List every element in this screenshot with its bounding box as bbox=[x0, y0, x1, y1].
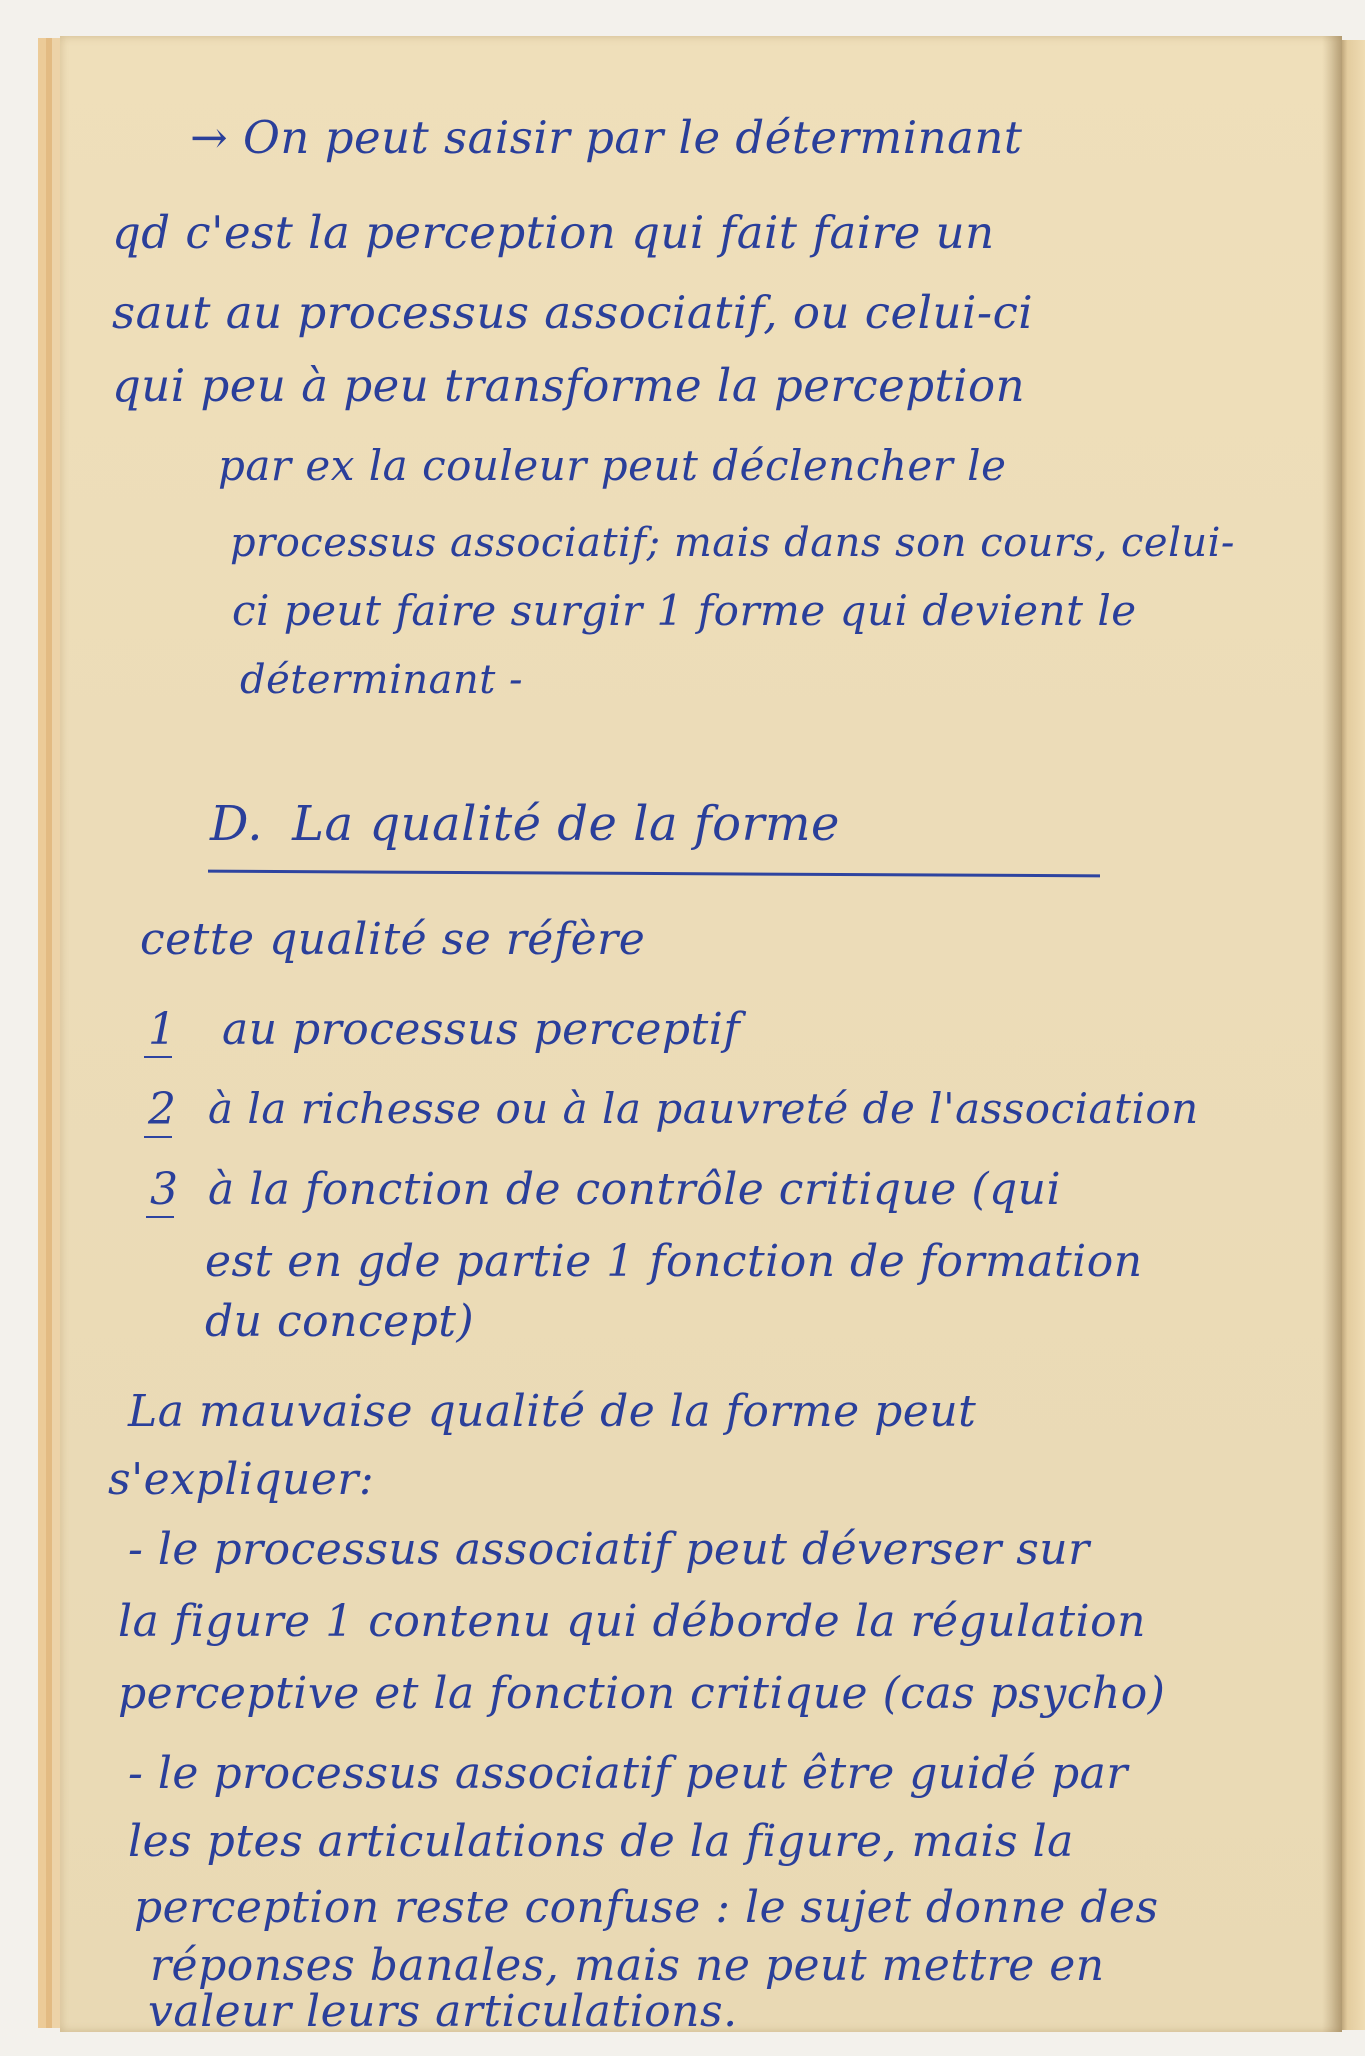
next-page-edge bbox=[1340, 40, 1365, 2030]
heading-title: La qualité de la forme bbox=[292, 796, 840, 852]
handwritten-line: qui peu à peu transforme la perception bbox=[112, 359, 1026, 412]
list-item-text: à la richesse ou à la pauvreté de l'association bbox=[208, 1084, 1199, 1133]
list-item-text: à la fonction de contrôle critique (qui bbox=[208, 1164, 1062, 1215]
number-underline bbox=[144, 1136, 172, 1138]
handwritten-line: La mauvaise qualité de la forme peut bbox=[128, 1386, 977, 1437]
handwritten-line: est en gde partie 1 fonction de formation bbox=[205, 1236, 1143, 1287]
list-number: 3 bbox=[150, 1164, 179, 1215]
handwritten-line: - le processus associatif peut déverser sur bbox=[128, 1524, 1090, 1575]
handwritten-line: du concept) bbox=[205, 1296, 475, 1347]
handwritten-line: perceptive et la fonction critique (cas psycho) bbox=[118, 1668, 1166, 1719]
list-item-text: au processus perceptif bbox=[222, 1004, 741, 1055]
handwritten-line: les ptes articulations de la figure, mais la bbox=[128, 1816, 1074, 1867]
number-underline bbox=[146, 1216, 174, 1218]
section-heading bbox=[210, 796, 840, 852]
heading-letter: D. bbox=[210, 796, 264, 852]
handwritten-line: déterminant - bbox=[240, 657, 524, 703]
handwritten-line: qd c'est la perception qui fait faire un bbox=[112, 206, 995, 259]
handwritten-line: s'expliquer: bbox=[108, 1454, 375, 1505]
number-underline bbox=[144, 1056, 172, 1058]
handwritten-line: cette qualité se réfère bbox=[140, 914, 646, 965]
handwritten-line: - le processus associatif peut être guidé par bbox=[128, 1748, 1128, 1799]
gutter-shadow bbox=[1322, 36, 1342, 2032]
list-number: 2 bbox=[148, 1084, 177, 1135]
handwritten-line: → On peut saisir par le déterminant bbox=[190, 111, 1023, 164]
handwritten-line: réponses banales, mais ne peut mettre en bbox=[150, 1940, 1105, 1991]
handwritten-line: perception reste confuse : le sujet donne des bbox=[134, 1882, 1159, 1933]
handwritten-line: processus associatif; mais dans son cours, celui- bbox=[230, 520, 1235, 566]
handwritten-line: valeur leurs articulations. bbox=[148, 1986, 738, 2037]
handwritten-line: par ex la couleur peut déclencher le bbox=[218, 441, 1007, 490]
handwritten-line: saut au processus associatif, ou celui-ci bbox=[112, 286, 1034, 339]
list-number: 1 bbox=[148, 1004, 177, 1055]
handwritten-line: la figure 1 contenu qui déborde la régulation bbox=[118, 1596, 1146, 1647]
handwritten-line: ci peut faire surgir 1 forme qui devient le bbox=[232, 586, 1137, 635]
